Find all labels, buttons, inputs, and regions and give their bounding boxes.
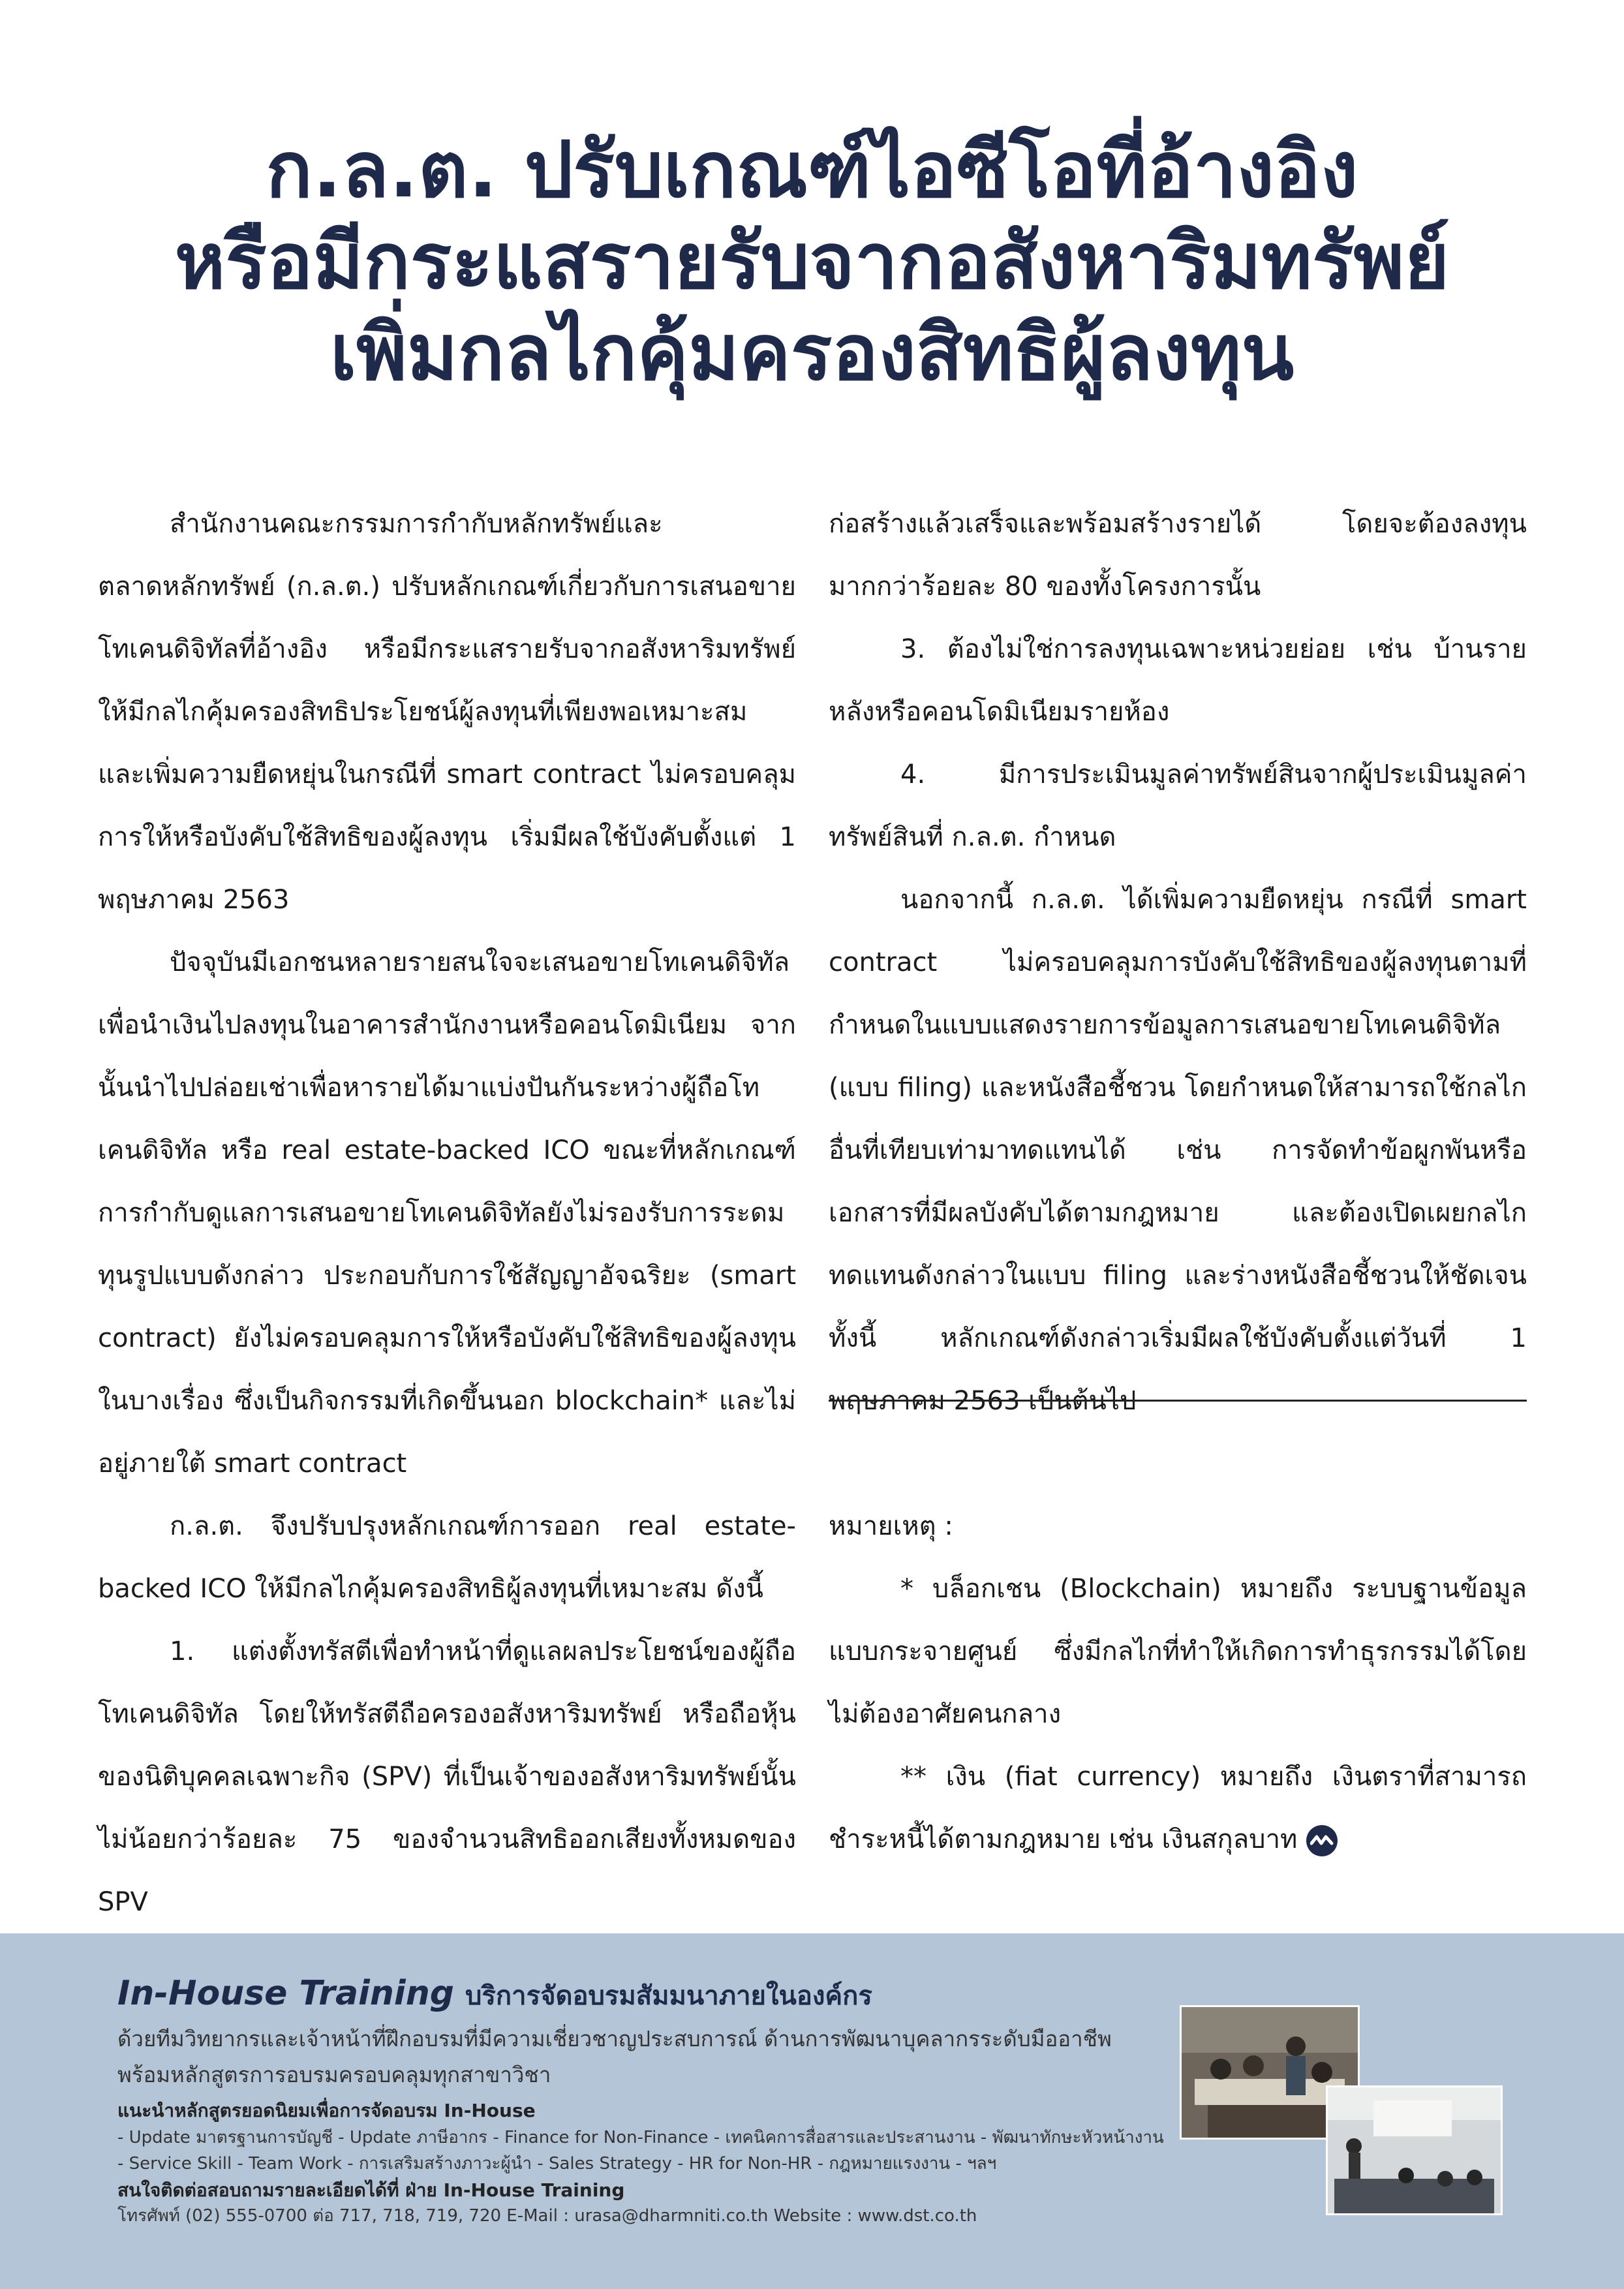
right-column xyxy=(829,493,1527,1871)
footer-contact: โทรศัพท์ (02) 555-0700 ต่อ 717, 718, 719, 720 E-Mail : urasa@dharmniti.co.th Website : www.dst.co.th xyxy=(117,2206,977,2226)
paragraph-background: ปัจจุบันมีเอกชนหลายรายสนใจจะเสนอขายโทเคนดิจิทัลเพื่อนำเงินไปลงทุนในอาคารสำนักงานหรือคอนโดมิเนียม จากนั้นนำไปปล่อยเช่าเพื่อหารายได้มาแบ่งปันกันระหว่างผู้ถือโทเคนดิจิทัล หรือ real estate-backed ICO ขณะที่หลักเกณฑ์การกำกับดูแลการเสนอขายโทเคนดิจิทัลยังไม่รองรับการระดมทุนรูปแบบดังกล่าว ประกอบกับการใช้สัญญาอัจฉริยะ (smart contract) ยังไม่ครอบคลุมการให้หรือบังคับใช้สิทธิของผู้ลงทุนในบางเรื่อง ซึ่งเป็นกิจกรรมที่เกิดขึ้นนอก blockchain* และไม่อยู่ภายใต้ smart contract xyxy=(98,947,796,1479)
footer-desc-2: พร้อมหลักสูตรการอบรมครอบคลุมทุกสาขาวิชา xyxy=(117,2062,551,2087)
paragraph-measure-2-cont: ก่อสร้างแล้วเสร็จและพร้อมสร้างรายได้ โดยจะต้องลงทุนมากกว่าร้อยละ 80 ของทั้งโครงการนั้น xyxy=(829,509,1527,602)
notes-divider xyxy=(829,1400,1527,1402)
paragraph-measure-3: 3. ต้องไม่ใช่การลงทุนเฉพาะหน่วยย่อย เช่น บ้านรายหลังหรือคอนโดมิเนียมรายห้อง xyxy=(829,634,1527,727)
footer-recommend-heading: แนะนำหลักสูตรยอดนิยมเพื่อการจัดอบรม In-House xyxy=(117,2100,536,2121)
wave-logo-icon xyxy=(1306,1825,1338,1856)
footer-courses-1: - Update มาตรฐานการบัญชี - Update ภาษีอากร - Finance for Non-Finance - เทคนิคการสื่อสารและประสานงาน - พัฒนาทักษะหัวหน้างาน xyxy=(117,2128,1164,2147)
footer-brand: In-House Training xyxy=(117,1974,454,2013)
footer-contact-heading: สนใจติดต่อสอบถามรายละเอียดได้ที่ ฝ่าย In-House Training xyxy=(117,2179,625,2201)
footer-heading xyxy=(117,1974,872,2016)
footer-tagline: บริการจัดอบรมสัมมนาภายในองค์กร xyxy=(465,1981,872,2011)
title-line-3: เพิ่มกลไกคุ้มครองสิทธิผู้ลงทุน xyxy=(329,307,1295,397)
paragraph-intro: สำนักงานคณะกรรมการกำกับหลักทรัพย์และตลาดหลักทรัพย์ (ก.ล.ต.) ปรับหลักเกณฑ์เกี่ยวกับการเสนอขายโทเคนดิจิทัลที่อ้างอิง หรือมีกระแสรายรับจากอสังหาริมทรัพย์ ให้มีกลไกคุ้มครองสิทธิประโยชน์ผู้ลงทุนที่เพียงพอเหมาะสม และเพิ่มความยืดหยุ่นในกรณีที่ smart contract ไม่ครอบคลุมการให้หรือบังคับใช้สิทธิของผู้ลงทุน เริ่มมีผลใช้บังคับตั้งแต่ 1 พฤษภาคม 2563 xyxy=(98,509,796,915)
footer-ad xyxy=(0,1933,1624,2289)
note-heading: หมายเหตุ : xyxy=(829,1511,953,1541)
note-fiat xyxy=(829,1745,1527,1871)
paragraph-measure-4: 4. มีการประเมินมูลค่าทรัพย์สินจากผู้ประเมินมูลค่าทรัพย์สินที่ ก.ล.ต. กำหนด xyxy=(829,760,1527,852)
footer-courses-2: - Service Skill - Team Work - การเสริมสร้างภาวะผู้นำ - Sales Strategy - HR for Non-HR - กฎหมายแรงงาน - ฯลฯ xyxy=(117,2154,997,2174)
paragraph-measures-intro: ก.ล.ต. จึงปรับปรุงหลักเกณฑ์การออก real estate-backed ICO ให้มีกลไกคุ้มครองสิทธิผู้ลงทุนที่เหมาะสม ดังนี้ xyxy=(98,1511,796,1604)
title-line-1: ก.ล.ต. ปรับเกณฑ์ไอซีโอที่อ้างอิง xyxy=(266,125,1358,215)
page-title xyxy=(0,124,1624,398)
left-column xyxy=(98,493,796,1996)
footer-desc-1: ด้วยทีมวิทยากรและเจ้าหน้าที่ฝึกอบรมที่มีความเชี่ยวชาญประสบการณ์ ด้านการพัฒนาบุคลากรระดับมืออาชีพ xyxy=(117,2026,1112,2051)
title-line-2: หรือมีกระแสรายรับจากอสังหาริมทรัพย์ xyxy=(174,216,1450,306)
paragraph-measure-1: 1. แต่งตั้งทรัสตีเพื่อทำหน้าที่ดูแลผลประโยชน์ของผู้ถือโทเคนดิจิทัล โดยให้ทรัสตีถือครองอสังหาริมทรัพย์ หรือถือหุ้นของนิติบุคคลเฉพาะกิจ (SPV) ที่เป็นเจ้าของอสังหาริมทรัพย์นั้นไม่น้อยกว่าร้อยละ 75 ของจำนวนสิทธิออกเสียงทั้งหมดของ SPV xyxy=(98,1636,796,1917)
note-blockchain: * บล็อกเชน (Blockchain) หมายถึง ระบบฐานข้อมูลแบบกระจายศูนย์ ซึ่งมีกลไกที่ทำให้เกิดการทำธุรกรรมได้โดยไม่ต้องอาศัยคนกลาง xyxy=(829,1574,1527,1729)
note-fiat-text: ** เงิน (fiat currency) หมายถึง เงินตราที่สามารถชำระหนี้ได้ตามกฎหมาย เช่น เงินสกุลบาท xyxy=(829,1762,1527,1854)
paragraph-flexibility: นอกจากนี้ ก.ล.ต. ได้เพิ่มความยืดหยุ่น กรณีที่ smart contract ไม่ครอบคลุมการบังคับใช้สิทธิของผู้ลงทุนตามที่กำหนดในแบบแสดงรายการข้อมูลการเสนอขายโทเคนดิจิทัล (แบบ filing) และหนังสือชี้ชวน โดยกำหนดให้สามารถใช้กลไกอื่นที่เทียบเท่ามาทดแทนได้ เช่น การจัดทำข้อผูกพันหรือเอกสารที่มีผลบังคับได้ตามกฎหมาย และต้องเปิดเผยกลไกทดแทนดังกล่าวในแบบ filing และร่างหนังสือชี้ชวนให้ชัดเจน ทั้งนี้ หลักเกณฑ์ดังกล่าวเริ่มมีผลใช้บังคับตั้งแต่วันที่ 1 พฤษภาคม 2563 เป็นต้นไป xyxy=(829,885,1527,1416)
training-photo-2 xyxy=(1326,2085,1503,2215)
